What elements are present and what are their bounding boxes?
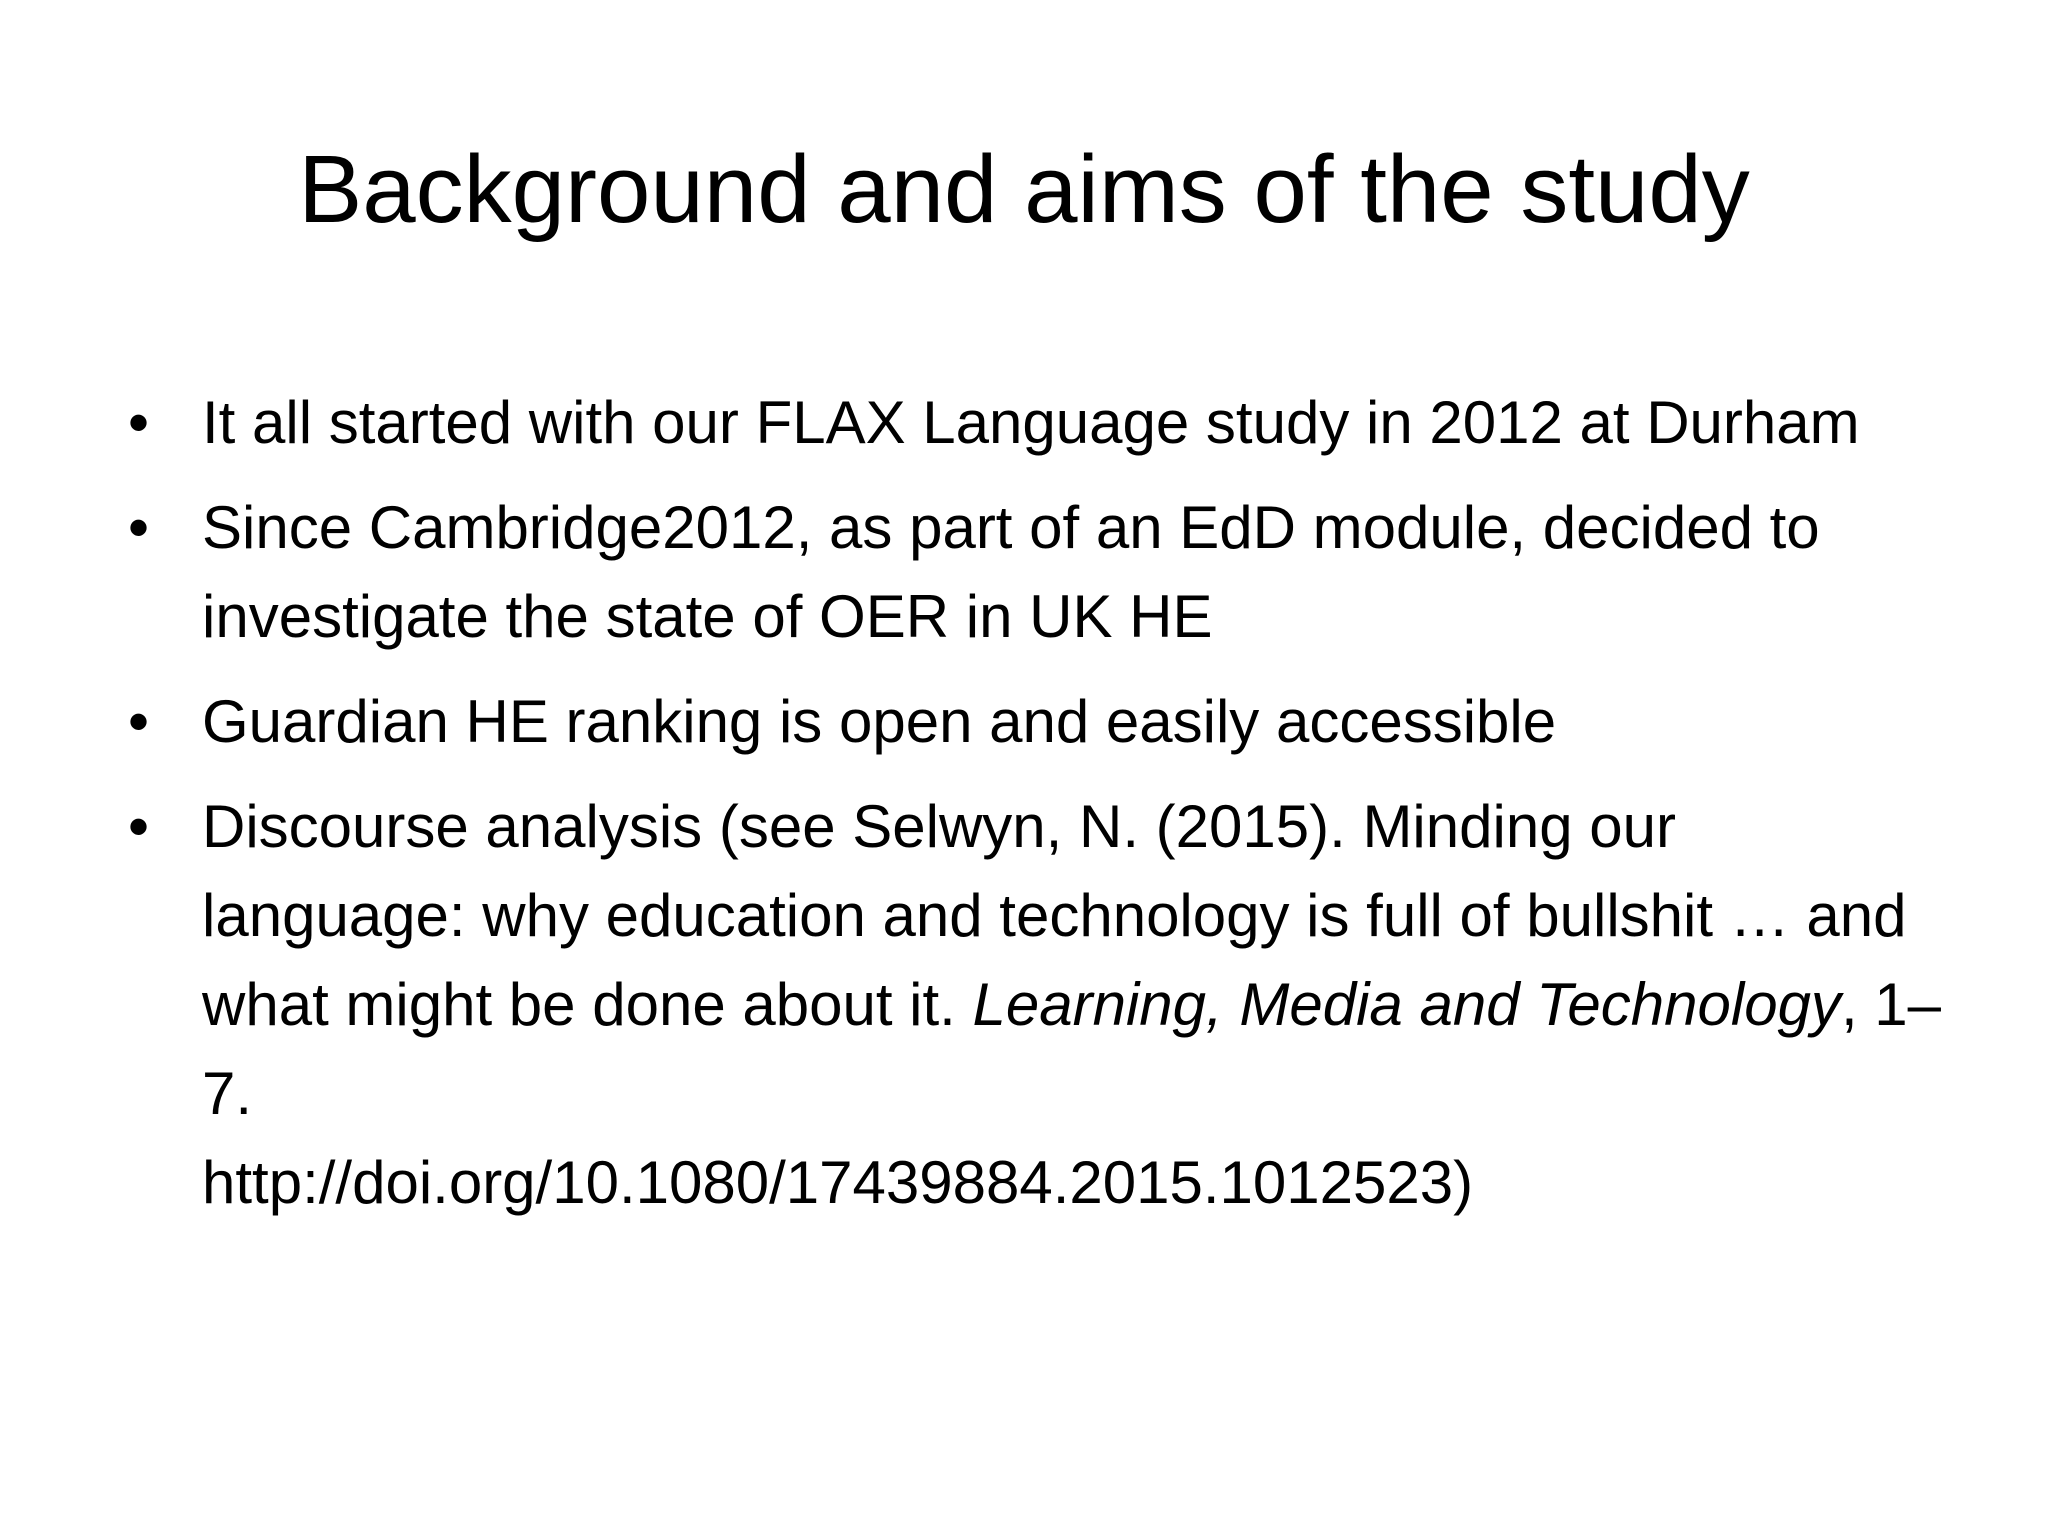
bullet-text: Guardian HE ranking is open and easily accessible <box>202 688 1557 755</box>
bullet-item-flax-study <box>120 378 1950 467</box>
bullet-icon: • <box>128 793 150 860</box>
bullet-item-cambridge <box>120 483 1950 661</box>
doi-link[interactable]: http://doi.org/10.1080/17439884.2015.1012523) <box>202 1149 1474 1216</box>
bullet-item-guardian <box>120 677 1950 766</box>
bullet-icon: • <box>128 688 150 755</box>
bullet-item-discourse-analysis <box>120 782 1950 1227</box>
bullet-text: Since Cambridge2012, as part of an EdD module, decided to investigate the state of OER in UK HE <box>202 494 1820 650</box>
bullet-icon: • <box>128 494 150 561</box>
citation-pages: , 1–7. <box>202 971 1942 1127</box>
slide-title: Background and aims of the study <box>298 136 1750 243</box>
bullet-text: It all started with our FLAX Language study in 2012 at Durham <box>202 389 1860 456</box>
bullet-icon: • <box>128 389 150 456</box>
journal-title: Learning, Media and Technology <box>972 971 1841 1038</box>
bullet-list <box>120 378 1950 1243</box>
bullet-text-citation: Discourse analysis (see Selwyn, N. (2015). Minding our language: why education and technology is full of bullshit … and what might be done about it. <box>202 793 1907 1038</box>
